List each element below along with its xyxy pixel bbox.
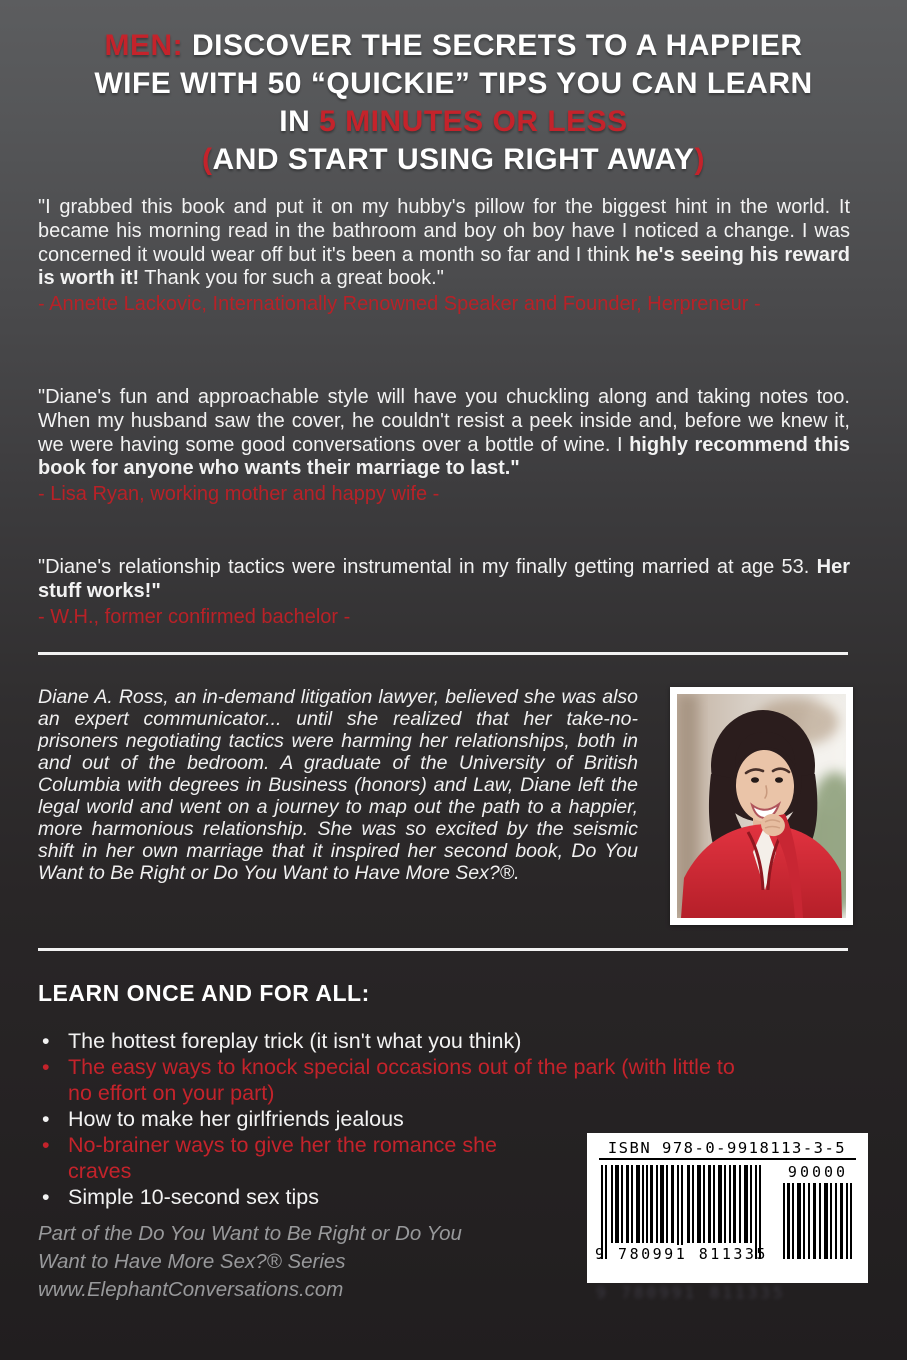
- barcode-digits-reflection: 9 780991 811335: [596, 1283, 786, 1302]
- title-paren-close: ): [694, 143, 705, 176]
- divider-top: [38, 652, 848, 655]
- barcode-digits: 9 780991 811335: [595, 1245, 768, 1263]
- title-line3-emphasis: 5 MINUTES OR LESS: [319, 105, 628, 138]
- testimonial-3-quote: [38, 556, 850, 604]
- title-line-3: [0, 103, 907, 141]
- barcode-price-code: 90000: [787, 1163, 849, 1181]
- divider-bottom: [38, 948, 848, 951]
- title-line3-in: IN: [279, 105, 311, 138]
- learn-heading: LEARN ONCE AND FOR ALL:: [38, 980, 370, 1006]
- testimonial-1-text-end: Thank you for such a great book.": [139, 267, 444, 290]
- testimonial-3-text: "Diane's relationship tactics were instrumental in my finally getting married at age 53.: [38, 556, 817, 578]
- title-line-2: [0, 65, 907, 103]
- title-men-emphasis: MEN:: [104, 29, 184, 62]
- testimonial-3-bold: Her stuff works!": [38, 556, 850, 602]
- list-item: [38, 1106, 736, 1132]
- list-item-text: Simple 10-second sex tips: [68, 1185, 319, 1209]
- testimonial-2-quote: [38, 386, 850, 481]
- website-url: www.ElephantConversations.com: [38, 1278, 344, 1301]
- series-text: Part of the Do You Want to Be Right or Do You Want to Have More Sex?® Series: [38, 1222, 462, 1273]
- title-line-4: [0, 141, 907, 179]
- testimonial-2-text: "Diane's fun and approachable style will have you chuckling along and taking notes too. When my husband saw the cover, he couldn't resist a peek inside and, before we knew it, we were having some good conversations over a bottle of wine. I: [38, 386, 850, 456]
- barcode-graphic: [587, 1133, 868, 1283]
- title-paren-open: (: [202, 143, 213, 176]
- testimonial-1-quote: [38, 196, 850, 291]
- series-note: [38, 1220, 483, 1304]
- list-item: [38, 1028, 736, 1054]
- list-item: [38, 1132, 528, 1184]
- list-item-text: No-brainer ways to give her the romance she craves: [68, 1133, 498, 1183]
- testimonial-1: [38, 196, 850, 317]
- author-photo: [670, 687, 853, 925]
- testimonial-1-bold: he's seeing his reward is worth it!: [38, 243, 851, 290]
- list-item: [38, 1054, 736, 1106]
- testimonial-1-attribution: - Annette Lackovic, Internationally Renowned Speaker and Founder, Herpreneur -: [38, 293, 761, 316]
- isbn-barcode: [587, 1133, 868, 1283]
- title-line-1: [0, 27, 907, 65]
- title-line2-text: WIFE WITH 50 “QUICKIE” TIPS YOU CAN LEARN: [94, 67, 813, 100]
- testimonial-2-bold: highly recommend this book for anyone who wants their marriage to last.": [38, 433, 850, 480]
- list-item-text: The easy ways to knock special occasions out of the park (with little to no effort on your part): [68, 1055, 735, 1105]
- author-bio: Diane A. Ross, an in-demand litigation lawyer, believed she was also an expert communicator... until she realized that her take-no-prisoners negotiating tactics were harming her relationships, both in and out of the bedroom. A graduate of the University of British Columbia with degrees in Business (honors) and Law, Diane left the legal world and went on a journey to map out the path to a happier, more harmonious relationship. She was so excited by the seismic shift in her own marriage that it inspired her second book, Do You Want to Be Right or Do You Want to Have More Sex?®.: [38, 686, 638, 884]
- list-item-text: How to make her girlfriends jealous: [68, 1107, 404, 1131]
- title-block: [0, 27, 907, 179]
- isbn-label: ISBN 978-0-9918113-3-5: [607, 1139, 847, 1157]
- author-portrait-illustration: [677, 694, 846, 918]
- title-line4-text: AND START USING RIGHT AWAY: [212, 143, 695, 176]
- testimonial-3-attribution: - W.H., former confirmed bachelor -: [38, 605, 351, 628]
- testimonial-3: [38, 556, 850, 629]
- testimonial-2: [38, 386, 850, 507]
- testimonial-2-attribution: - Lisa Ryan, working mother and happy wife -: [38, 483, 440, 506]
- testimonial-1-text: "I grabbed this book and put it on my hubby's pillow for the biggest hint in the world. It became his morning read in the bathroom and boy oh boy have I noticed a change. I was concerned it would wear off but it's been a month so far and I think: [38, 196, 850, 266]
- title-line1-text: DISCOVER THE SECRETS TO A HAPPIER: [192, 29, 803, 62]
- list-item-text: The hottest foreplay trick (it isn't what you think): [68, 1029, 522, 1053]
